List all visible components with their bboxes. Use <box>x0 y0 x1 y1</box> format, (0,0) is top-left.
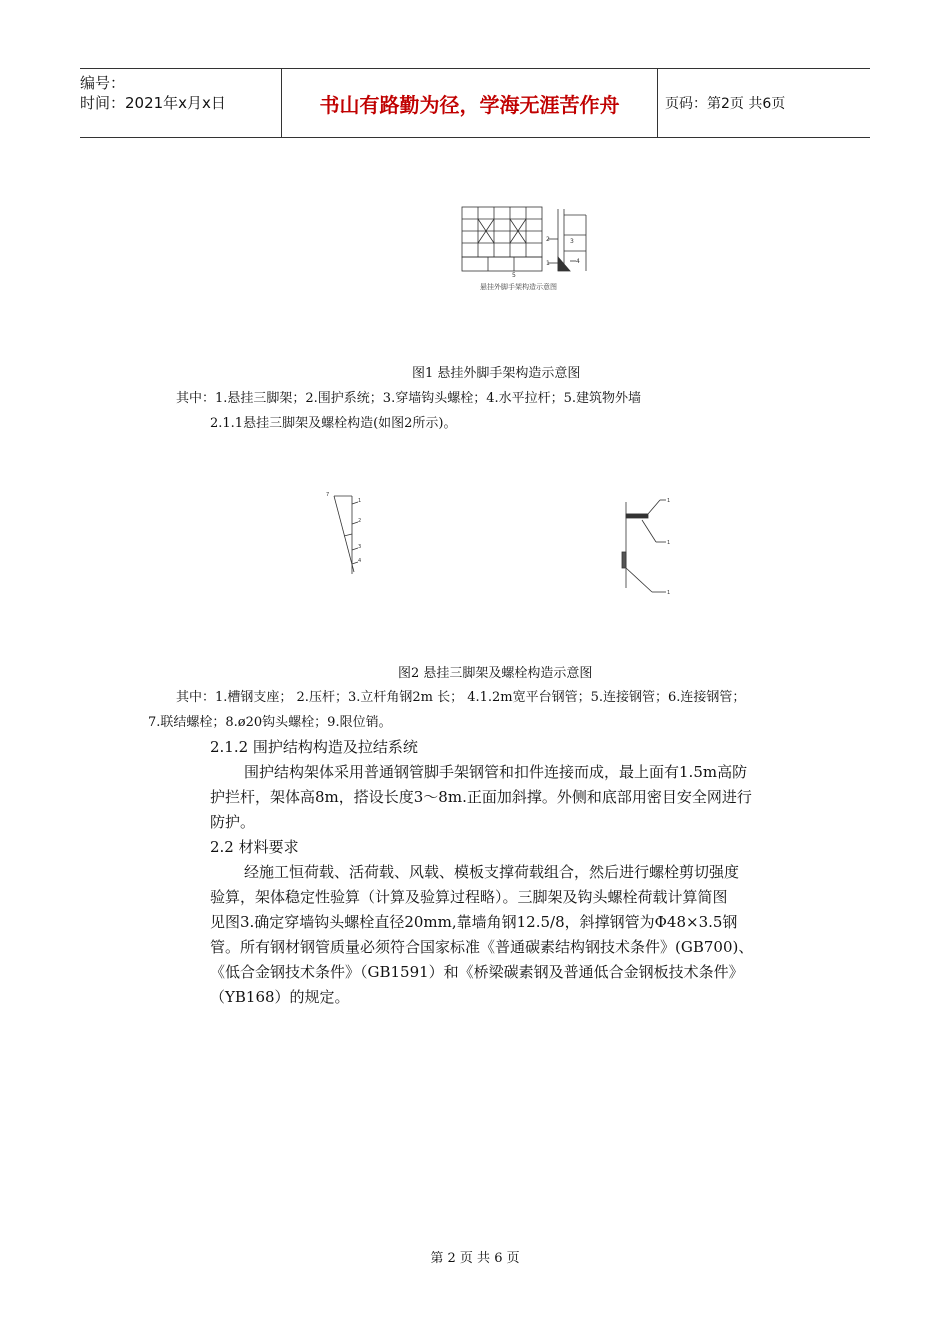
figure1-caption: 图1 悬挂外脚手架构造示意图 <box>412 366 581 381</box>
section-2-2-line: 验算，架体稳定性验算（计算及验算过程略）。三脚架及钩头螺栓荷载计算简图 <box>210 888 728 906</box>
svg-text:1: 1 <box>667 590 671 596</box>
svg-text:3: 3 <box>358 544 362 550</box>
svg-text:1: 1 <box>546 260 550 267</box>
section-2-1-2-line: 护拦杆，架体高8m，搭设长度3～8m.正面加斜撑。外侧和底部用密目安全网进行 <box>210 788 752 806</box>
svg-text:5: 5 <box>512 272 516 279</box>
svg-text:4: 4 <box>576 258 580 265</box>
section-2-2-line: 见图3.确定穿墙钩头螺栓直径20mm,靠墙角钢12.5/8，斜撑钢管为Φ48×3.5钢 <box>210 913 738 931</box>
section-2-2-line: 经施工恒荷载、活荷载、风载、模板支撑荷载组合，然后进行螺栓剪切强度 <box>244 863 740 881</box>
svg-text:4: 4 <box>358 558 362 564</box>
section-2-1-1-heading: 2.1.1悬挂三脚架及螺栓构造(如图2所示)。 <box>210 416 457 431</box>
svg-text:1: 1 <box>358 498 362 504</box>
figure1-inner-caption: 悬挂外脚手架构造示意图 <box>480 283 557 291</box>
header-left <box>80 69 280 141</box>
figure2-tripod-diagram <box>322 490 362 580</box>
figure2-legend-line2: 7.联结螺栓；8.ø20钩头螺栓；9.限位销。 <box>148 715 392 730</box>
section-2-2-line: 管。所有钢材钢管质量必须符合国家标准《普通碳素结构钢技术条件》(GB700)、 <box>210 938 754 956</box>
svg-text:3: 3 <box>570 238 574 245</box>
figure1-legend: 其中：1.悬挂三脚架；2.围护系统；3.穿墙钩头螺栓；4.水平拉杆；5.建筑物外墙 <box>176 391 642 406</box>
figure2-caption: 图2 悬挂三脚架及螺栓构造示意图 <box>398 666 593 681</box>
header-motto: 书山有路勤为径，学海无涯苦作舟 <box>281 69 658 137</box>
section-2-1-2-line: 防护。 <box>210 813 256 831</box>
svg-text:2: 2 <box>546 236 550 243</box>
svg-text:1: 1 <box>667 540 671 546</box>
section-2-2-line: （YB168）的规定。 <box>210 988 350 1006</box>
section-2-2-line: 《低合金钢技术条件》（GB1591）和《桥梁碳素钢及普通低合金钢板技术条件》 <box>210 963 744 981</box>
section-2-1-2-line: 围护结构架体采用普通钢管脚手架钢管和扣件连接而成，最上面有1.5m高防 <box>244 763 748 781</box>
header-page-info: 页码：第2页 共6页 <box>665 96 786 112</box>
svg-text:1: 1 <box>667 498 671 504</box>
document-number-label: 编号： <box>80 74 126 92</box>
svg-text:2: 2 <box>358 518 362 524</box>
section-2-2-heading: 2.2 材料要求 <box>210 838 299 856</box>
figure2-legend-line1: 其中：1.槽钢支座； 2.压杆；3.立杆角钢2m 长； 4.1.2m宽平台钢管；5.连接钢管；6.连接钢管； <box>176 690 746 705</box>
document-date: 时间：2021年x月x日 <box>80 94 226 112</box>
figure2-bolt-diagram <box>612 492 672 596</box>
page-footer: 第 2 页 共 6 页 <box>430 1251 520 1266</box>
section-2-1-2-heading: 2.1.2 围护结构构造及拉结系统 <box>210 738 418 756</box>
page-header <box>80 68 870 138</box>
svg-text:7: 7 <box>326 492 330 498</box>
